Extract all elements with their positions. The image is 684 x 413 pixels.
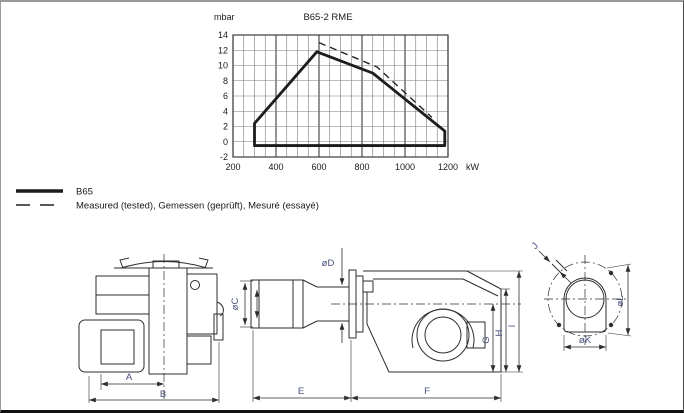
y-tick-label: 14 bbox=[217, 30, 228, 40]
y-tick-label: 12 bbox=[217, 45, 228, 56]
dim-label-J: J bbox=[529, 240, 541, 252]
chart-legend bbox=[16, 187, 319, 212]
page-canvas bbox=[1, 2, 684, 413]
chart-curves bbox=[255, 43, 445, 146]
chart-grid bbox=[233, 35, 448, 157]
legend-label-b65: B65 bbox=[76, 186, 93, 198]
y-tick-label: 10 bbox=[217, 60, 228, 71]
bolt-hole-icon bbox=[609, 323, 613, 327]
dim-arrow-J-outer bbox=[539, 251, 550, 262]
y-tick-label: 2 bbox=[222, 121, 228, 132]
performance-chart bbox=[214, 12, 480, 172]
dim-label-C: øC bbox=[230, 297, 241, 311]
dim-label-A: A bbox=[125, 372, 133, 383]
bolt-hole-icon bbox=[557, 323, 561, 327]
chart-title: B65-2 RME bbox=[303, 12, 353, 23]
x-tick-label: 1000 bbox=[394, 162, 416, 172]
flange-view bbox=[530, 240, 631, 351]
dim-label-I: I bbox=[507, 324, 518, 328]
series-solid bbox=[255, 52, 445, 146]
dim-label-D: øD bbox=[321, 258, 335, 269]
y-tick-label: 4 bbox=[222, 106, 228, 117]
ext-l-bottom bbox=[608, 333, 631, 336]
dim-label-K: øK bbox=[578, 335, 592, 346]
y-tick-label: -2 bbox=[219, 152, 228, 162]
dim-label-G: G bbox=[481, 336, 492, 344]
y-tick-label: 8 bbox=[222, 75, 228, 86]
x-tick-label: 200 bbox=[225, 162, 241, 172]
burner-body bbox=[149, 268, 187, 374]
fan-inlet-inner bbox=[425, 317, 461, 353]
taper-bottom bbox=[303, 321, 317, 328]
x-tick-label: 800 bbox=[354, 162, 370, 172]
x-tick-label: 400 bbox=[268, 162, 284, 172]
fan-scroll bbox=[412, 309, 474, 348]
dim-label-B: B bbox=[159, 389, 167, 400]
x-axis-unit: kW bbox=[466, 162, 479, 172]
bolt-hole-icon bbox=[609, 271, 613, 275]
x-tick-label: 1200 bbox=[437, 162, 459, 172]
dim-label-H: H bbox=[494, 329, 505, 337]
dim-label-E: E bbox=[297, 386, 305, 397]
burner-side-view bbox=[230, 248, 523, 402]
y-tick-label: 0 bbox=[222, 136, 228, 147]
dim-arrow-J-inner bbox=[560, 272, 571, 283]
x-tick-label: 600 bbox=[311, 162, 327, 172]
flange-bolt bbox=[363, 281, 373, 292]
dim-label-L: øL bbox=[615, 295, 626, 307]
dim-label-F: F bbox=[424, 386, 430, 397]
ext-l-top bbox=[607, 264, 631, 268]
y-axis-unit: mbar bbox=[214, 12, 235, 22]
motor-face bbox=[101, 330, 134, 364]
lower-housing bbox=[187, 336, 211, 364]
chart-tick-labels bbox=[218, 30, 458, 172]
housing-inner-slant bbox=[463, 279, 498, 296]
y-tick-label: 6 bbox=[222, 91, 228, 101]
cable-gland bbox=[214, 314, 223, 340]
legend-label-measured: Measured (tested), Gemessen (geprüft), Mesuré (essayé) bbox=[76, 200, 319, 212]
sight-glass-icon bbox=[191, 281, 200, 290]
taper-top bbox=[303, 280, 317, 287]
burner-front-view bbox=[79, 254, 223, 403]
